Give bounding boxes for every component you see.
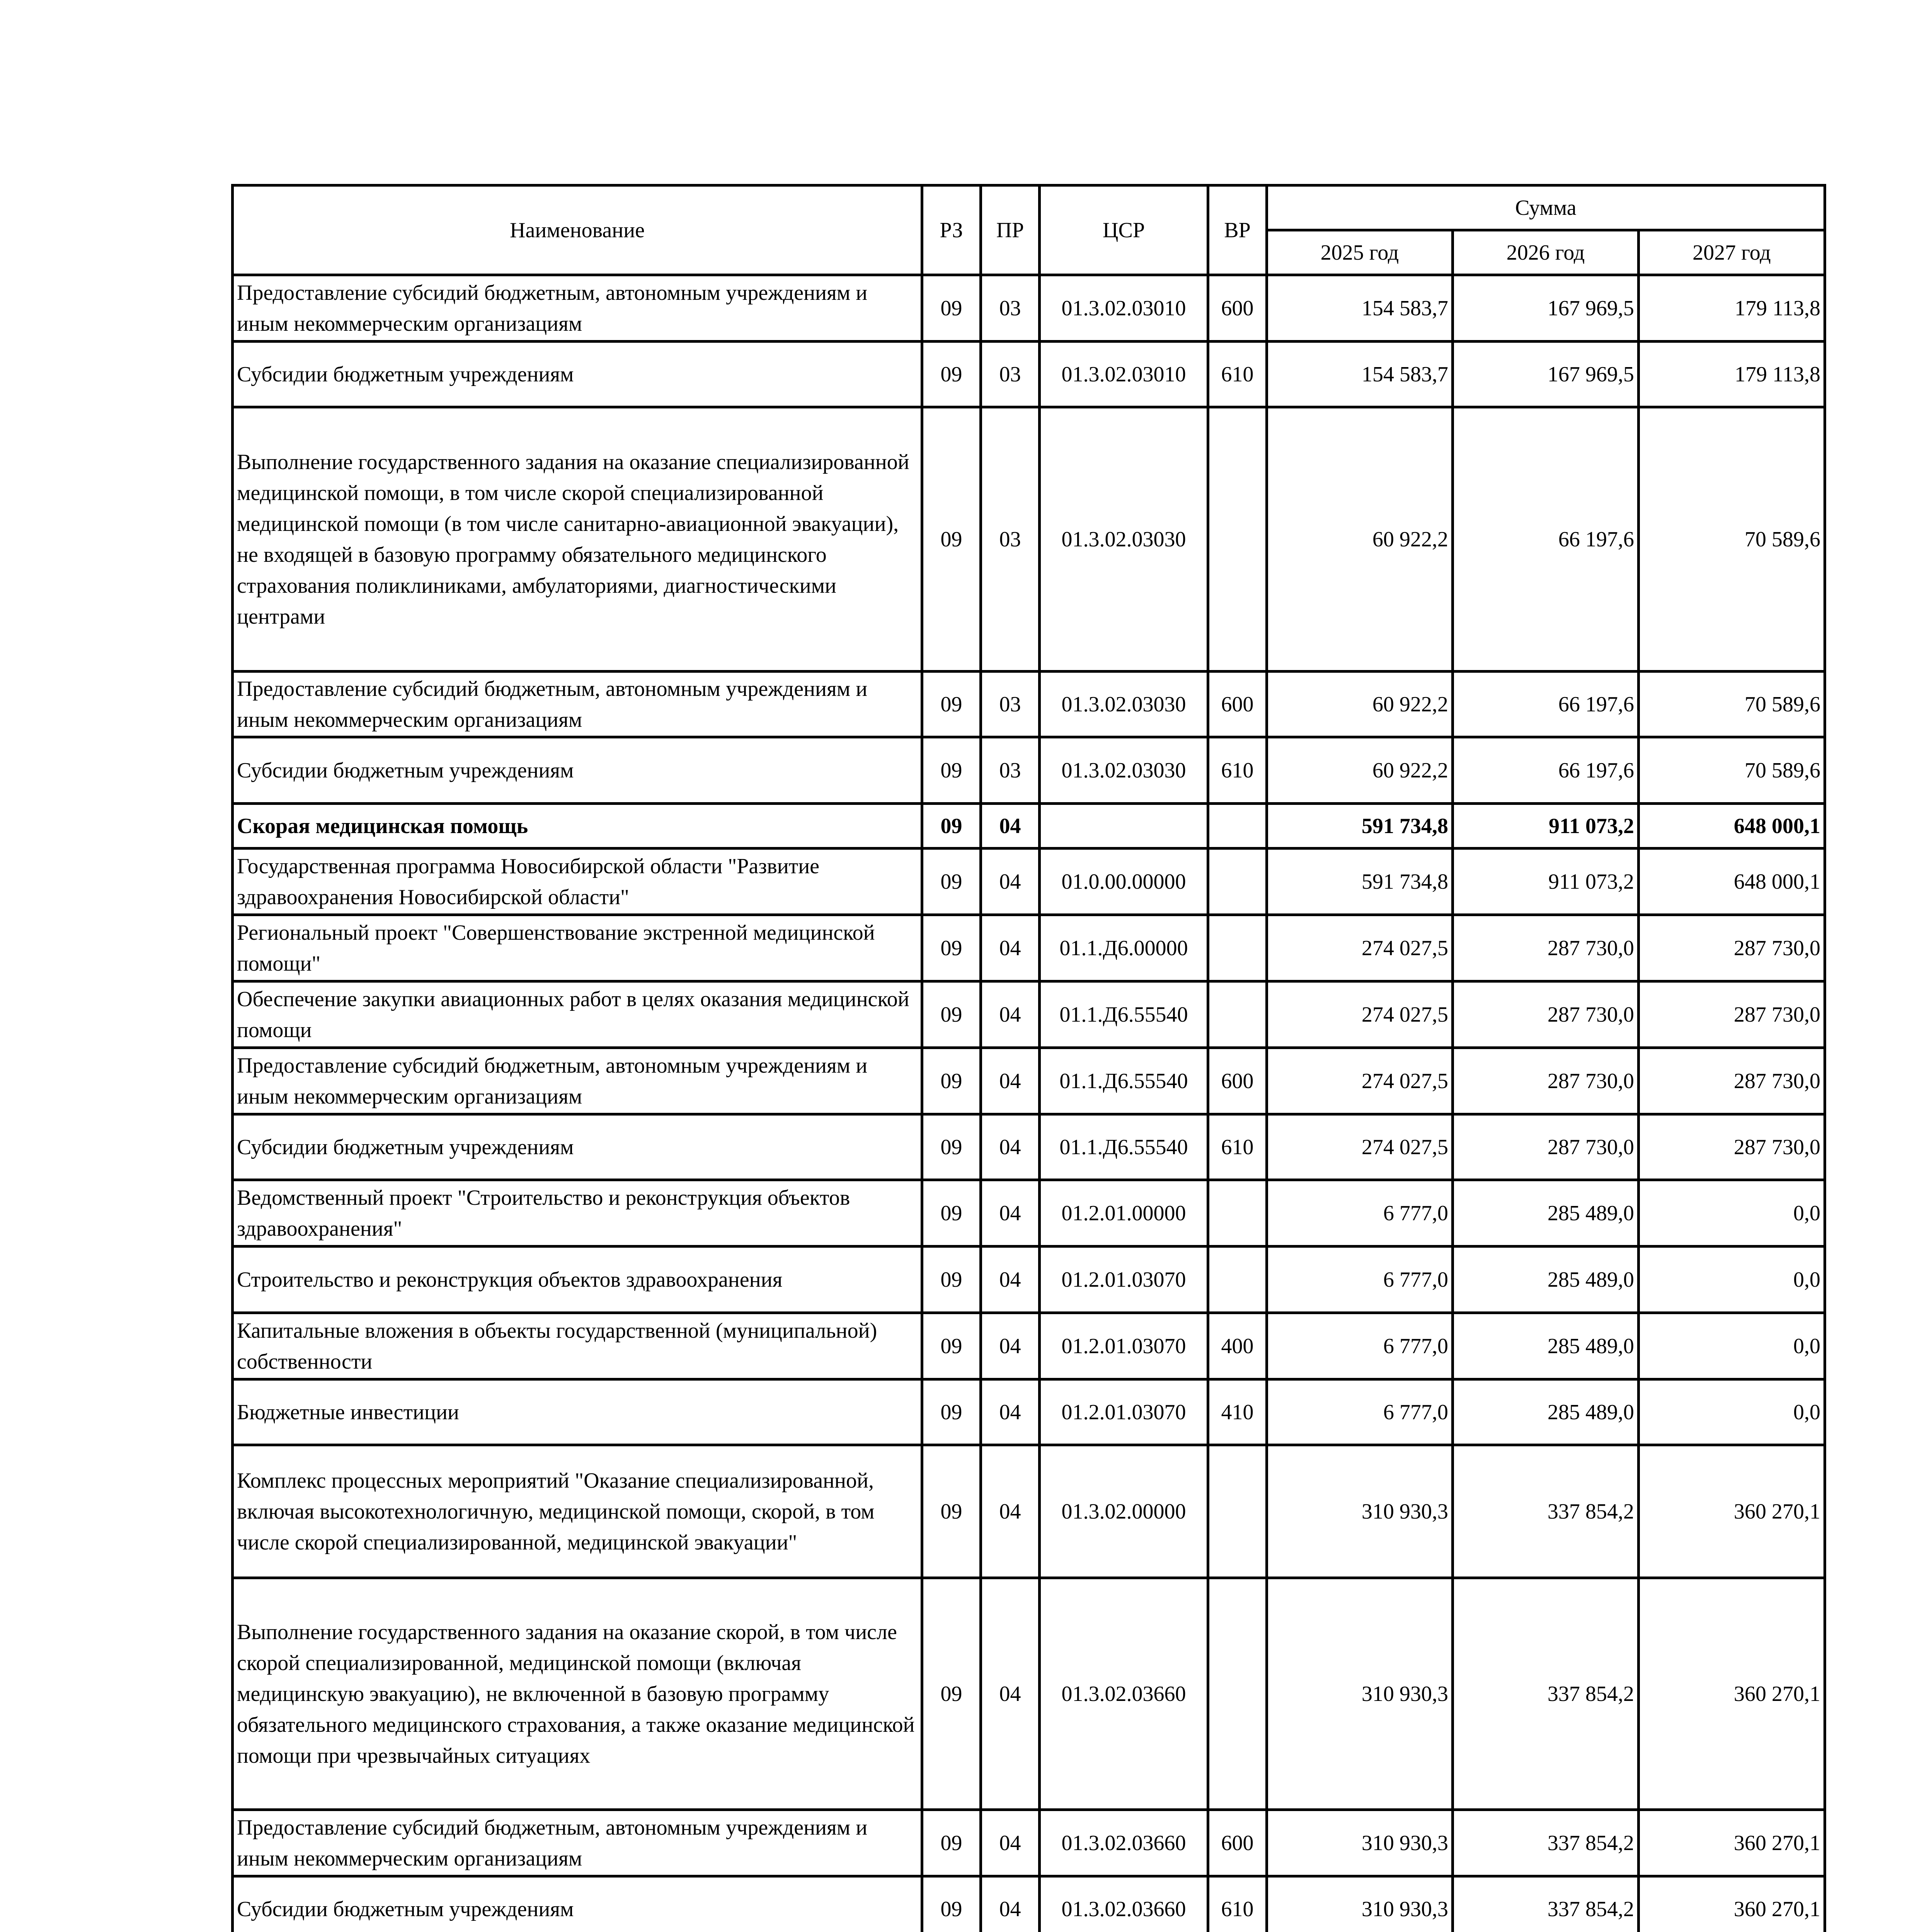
cell-name: Субсидии бюджетным учреждениям [233, 1114, 922, 1180]
cell-pr: 04 [981, 1180, 1040, 1247]
cell-csr: 01.3.02.03010 [1040, 275, 1208, 342]
cell-vr: 400 [1208, 1313, 1267, 1379]
table-row [233, 1445, 1825, 1578]
cell-rz: 09 [922, 342, 981, 407]
cell-vr [1208, 915, 1267, 981]
cell-rz: 09 [922, 737, 981, 804]
cell-pr: 04 [981, 849, 1040, 915]
cell-csr: 01.2.01.03070 [1040, 1379, 1208, 1445]
cell-rz: 09 [922, 1180, 981, 1247]
cell-rz: 09 [922, 275, 981, 342]
cell-y2026: 285 489,0 [1453, 1379, 1639, 1445]
cell-y2027: 70 589,6 [1639, 737, 1825, 804]
budget-table-sheet [231, 184, 1823, 1932]
cell-pr: 03 [981, 407, 1040, 672]
cell-y2025: 310 930,3 [1267, 1876, 1453, 1932]
cell-vr: 600 [1208, 1810, 1267, 1876]
cell-pr: 04 [981, 981, 1040, 1048]
cell-y2026: 911 073,2 [1453, 804, 1639, 849]
cell-vr: 610 [1208, 1876, 1267, 1932]
cell-y2025: 60 922,2 [1267, 737, 1453, 804]
cell-y2025: 60 922,2 [1267, 407, 1453, 672]
cell-pr: 04 [981, 1048, 1040, 1114]
cell-y2027: 287 730,0 [1639, 1114, 1825, 1180]
cell-name: Субсидии бюджетным учреждениям [233, 342, 922, 407]
cell-csr: 01.1.Д6.55540 [1040, 1114, 1208, 1180]
cell-csr: 01.3.02.03660 [1040, 1810, 1208, 1876]
cell-csr: 01.3.02.03660 [1040, 1578, 1208, 1810]
cell-name: Бюджетные инвестиции [233, 1379, 922, 1445]
cell-rz: 09 [922, 1578, 981, 1810]
cell-pr: 04 [981, 1876, 1040, 1932]
cell-y2027: 648 000,1 [1639, 849, 1825, 915]
cell-csr: 01.3.02.00000 [1040, 1445, 1208, 1578]
header-vr: ВР [1208, 185, 1267, 275]
cell-name: Ведомственный проект "Строительство и реконструкция объектов здравоохранения" [233, 1180, 922, 1247]
cell-vr [1208, 849, 1267, 915]
cell-y2027: 0,0 [1639, 1247, 1825, 1313]
cell-pr: 04 [981, 915, 1040, 981]
cell-y2026: 337 854,2 [1453, 1445, 1639, 1578]
cell-y2026: 285 489,0 [1453, 1180, 1639, 1247]
cell-vr [1208, 1445, 1267, 1578]
cell-csr: 01.2.01.03070 [1040, 1313, 1208, 1379]
header-name: Наименование [233, 185, 922, 275]
cell-y2025: 274 027,5 [1267, 915, 1453, 981]
cell-pr: 03 [981, 672, 1040, 737]
cell-vr [1208, 1180, 1267, 1247]
cell-name: Выполнение государственного задания на оказание специализированной медицинской помощи, в том числе скорой специализированной медицинской помощи (в том числе санитарно-авиационной эвакуации), не входящей в базовую программу обязательного медицинского страхования поликлиниками, амбулаториями, диагностическими центрами [233, 407, 922, 672]
cell-rz: 09 [922, 407, 981, 672]
table-body [233, 275, 1825, 1932]
cell-vr [1208, 1578, 1267, 1810]
table-row [233, 981, 1825, 1048]
cell-y2025: 154 583,7 [1267, 275, 1453, 342]
cell-y2027: 179 113,8 [1639, 275, 1825, 342]
cell-y2025: 6 777,0 [1267, 1379, 1453, 1445]
cell-y2025: 60 922,2 [1267, 672, 1453, 737]
table-row [233, 342, 1825, 407]
cell-y2027: 0,0 [1639, 1379, 1825, 1445]
cell-y2026: 337 854,2 [1453, 1876, 1639, 1932]
cell-pr: 04 [981, 1379, 1040, 1445]
cell-name: Предоставление субсидий бюджетным, автономным учреждениям и иным некоммерческим организациям [233, 275, 922, 342]
cell-csr: 01.3.02.03010 [1040, 342, 1208, 407]
cell-y2027: 360 270,1 [1639, 1810, 1825, 1876]
cell-vr: 610 [1208, 737, 1267, 804]
cell-y2026: 337 854,2 [1453, 1578, 1639, 1810]
table-row [233, 849, 1825, 915]
table-row [233, 1048, 1825, 1114]
cell-y2027: 360 270,1 [1639, 1445, 1825, 1578]
cell-pr: 04 [981, 804, 1040, 849]
cell-y2025: 274 027,5 [1267, 1114, 1453, 1180]
table-row [233, 672, 1825, 737]
cell-name: Выполнение государственного задания на оказание скорой, в том числе скорой специализированной, медицинской помощи (включая медицинскую эвакуацию), не включенной в базовую программу обязательного медицинского страхования, а также оказание медицинской помощи при чрезвычайных ситуациях [233, 1578, 922, 1810]
table-row [233, 1313, 1825, 1379]
cell-csr: 01.2.01.03070 [1040, 1247, 1208, 1313]
table-row [233, 1578, 1825, 1810]
cell-y2027: 70 589,6 [1639, 407, 1825, 672]
cell-csr: 01.3.02.03660 [1040, 1876, 1208, 1932]
cell-y2025: 591 734,8 [1267, 804, 1453, 849]
cell-name: Региональный проект "Совершенствование экстренной медицинской помощи" [233, 915, 922, 981]
cell-name: Предоставление субсидий бюджетным, автономным учреждениям и иным некоммерческим организациям [233, 672, 922, 737]
cell-y2027: 287 730,0 [1639, 1048, 1825, 1114]
table-row [233, 1114, 1825, 1180]
cell-y2027: 0,0 [1639, 1180, 1825, 1247]
table-row [233, 804, 1825, 849]
cell-vr [1208, 1247, 1267, 1313]
cell-name: Обеспечение закупки авиационных работ в целях оказания медицинской помощи [233, 981, 922, 1048]
table-row [233, 1379, 1825, 1445]
cell-y2025: 310 930,3 [1267, 1445, 1453, 1578]
cell-y2026: 167 969,5 [1453, 342, 1639, 407]
cell-csr [1040, 804, 1208, 849]
table-row [233, 1876, 1825, 1932]
cell-vr [1208, 981, 1267, 1048]
cell-name: Комплекс процессных мероприятий "Оказание специализированной, включая высокотехнологичную, медицинской помощи, скорой, в том числе скорой специализированной, медицинской эвакуации" [233, 1445, 922, 1578]
cell-y2025: 591 734,8 [1267, 849, 1453, 915]
cell-y2025: 310 930,3 [1267, 1810, 1453, 1876]
cell-y2025: 6 777,0 [1267, 1313, 1453, 1379]
cell-y2025: 6 777,0 [1267, 1247, 1453, 1313]
header-rz: РЗ [922, 185, 981, 275]
table-row [233, 1810, 1825, 1876]
table-row [233, 1247, 1825, 1313]
cell-y2026: 287 730,0 [1453, 981, 1639, 1048]
cell-y2025: 274 027,5 [1267, 1048, 1453, 1114]
cell-vr: 600 [1208, 672, 1267, 737]
cell-y2026: 66 197,6 [1453, 407, 1639, 672]
cell-pr: 04 [981, 1810, 1040, 1876]
cell-name: Скорая медицинская помощь [233, 804, 922, 849]
cell-rz: 09 [922, 915, 981, 981]
cell-vr: 600 [1208, 1048, 1267, 1114]
cell-rz: 09 [922, 981, 981, 1048]
cell-y2026: 911 073,2 [1453, 849, 1639, 915]
cell-y2027: 0,0 [1639, 1313, 1825, 1379]
cell-y2026: 287 730,0 [1453, 1048, 1639, 1114]
cell-y2026: 287 730,0 [1453, 915, 1639, 981]
cell-y2025: 274 027,5 [1267, 981, 1453, 1048]
cell-rz: 09 [922, 1313, 981, 1379]
cell-vr: 410 [1208, 1379, 1267, 1445]
cell-y2026: 66 197,6 [1453, 737, 1639, 804]
cell-rz: 09 [922, 1114, 981, 1180]
cell-pr: 04 [981, 1445, 1040, 1578]
cell-csr: 01.3.02.03030 [1040, 737, 1208, 804]
cell-rz: 09 [922, 672, 981, 737]
cell-y2027: 287 730,0 [1639, 915, 1825, 981]
header-sum: Сумма [1267, 185, 1825, 230]
cell-csr: 01.3.02.03030 [1040, 407, 1208, 672]
cell-y2027: 287 730,0 [1639, 981, 1825, 1048]
cell-vr: 610 [1208, 1114, 1267, 1180]
cell-y2026: 66 197,6 [1453, 672, 1639, 737]
cell-rz: 09 [922, 1810, 981, 1876]
cell-csr: 01.0.00.00000 [1040, 849, 1208, 915]
cell-pr: 04 [981, 1313, 1040, 1379]
cell-name: Предоставление субсидий бюджетным, автономным учреждениям и иным некоммерческим организациям [233, 1810, 922, 1876]
table-row [233, 275, 1825, 342]
table-row [233, 1180, 1825, 1247]
cell-pr: 03 [981, 275, 1040, 342]
cell-pr: 04 [981, 1578, 1040, 1810]
cell-vr [1208, 407, 1267, 672]
header-year-2025: 2025 год [1267, 230, 1453, 275]
cell-csr: 01.2.01.00000 [1040, 1180, 1208, 1247]
cell-name: Предоставление субсидий бюджетным, автономным учреждениям и иным некоммерческим организациям [233, 1048, 922, 1114]
cell-csr: 01.3.02.03030 [1040, 672, 1208, 737]
cell-pr: 03 [981, 342, 1040, 407]
cell-rz: 09 [922, 1876, 981, 1932]
header-year-2026: 2026 год [1453, 230, 1639, 275]
cell-vr: 610 [1208, 342, 1267, 407]
cell-name: Государственная программа Новосибирской области "Развитие здравоохранения Новосибирской области" [233, 849, 922, 915]
cell-name: Строительство и реконструкция объектов здравоохранения [233, 1247, 922, 1313]
cell-csr: 01.1.Д6.00000 [1040, 915, 1208, 981]
header-csr: ЦСР [1040, 185, 1208, 275]
cell-y2027: 360 270,1 [1639, 1578, 1825, 1810]
header-pr: ПР [981, 185, 1040, 275]
cell-y2025: 154 583,7 [1267, 342, 1453, 407]
cell-rz: 09 [922, 1247, 981, 1313]
cell-pr: 04 [981, 1247, 1040, 1313]
cell-y2025: 310 930,3 [1267, 1578, 1453, 1810]
budget-table [231, 184, 1826, 1932]
cell-name: Капитальные вложения в объекты государственной (муниципальной) собственности [233, 1313, 922, 1379]
header-year-2027: 2027 год [1639, 230, 1825, 275]
cell-csr: 01.1.Д6.55540 [1040, 981, 1208, 1048]
table-row [233, 407, 1825, 672]
cell-y2027: 70 589,6 [1639, 672, 1825, 737]
cell-vr: 600 [1208, 275, 1267, 342]
cell-y2026: 337 854,2 [1453, 1810, 1639, 1876]
cell-y2026: 167 969,5 [1453, 275, 1639, 342]
cell-rz: 09 [922, 849, 981, 915]
cell-pr: 04 [981, 1114, 1040, 1180]
cell-y2027: 179 113,8 [1639, 342, 1825, 407]
cell-y2026: 285 489,0 [1453, 1313, 1639, 1379]
cell-rz: 09 [922, 804, 981, 849]
cell-vr [1208, 804, 1267, 849]
cell-csr: 01.1.Д6.55540 [1040, 1048, 1208, 1114]
cell-y2025: 6 777,0 [1267, 1180, 1453, 1247]
table-row [233, 915, 1825, 981]
cell-y2027: 360 270,1 [1639, 1876, 1825, 1932]
cell-y2026: 287 730,0 [1453, 1114, 1639, 1180]
cell-name: Субсидии бюджетным учреждениям [233, 737, 922, 804]
cell-y2027: 648 000,1 [1639, 804, 1825, 849]
cell-y2026: 285 489,0 [1453, 1247, 1639, 1313]
cell-rz: 09 [922, 1445, 981, 1578]
cell-pr: 03 [981, 737, 1040, 804]
cell-rz: 09 [922, 1048, 981, 1114]
cell-rz: 09 [922, 1379, 981, 1445]
cell-name: Субсидии бюджетным учреждениям [233, 1876, 922, 1932]
table-row [233, 737, 1825, 804]
